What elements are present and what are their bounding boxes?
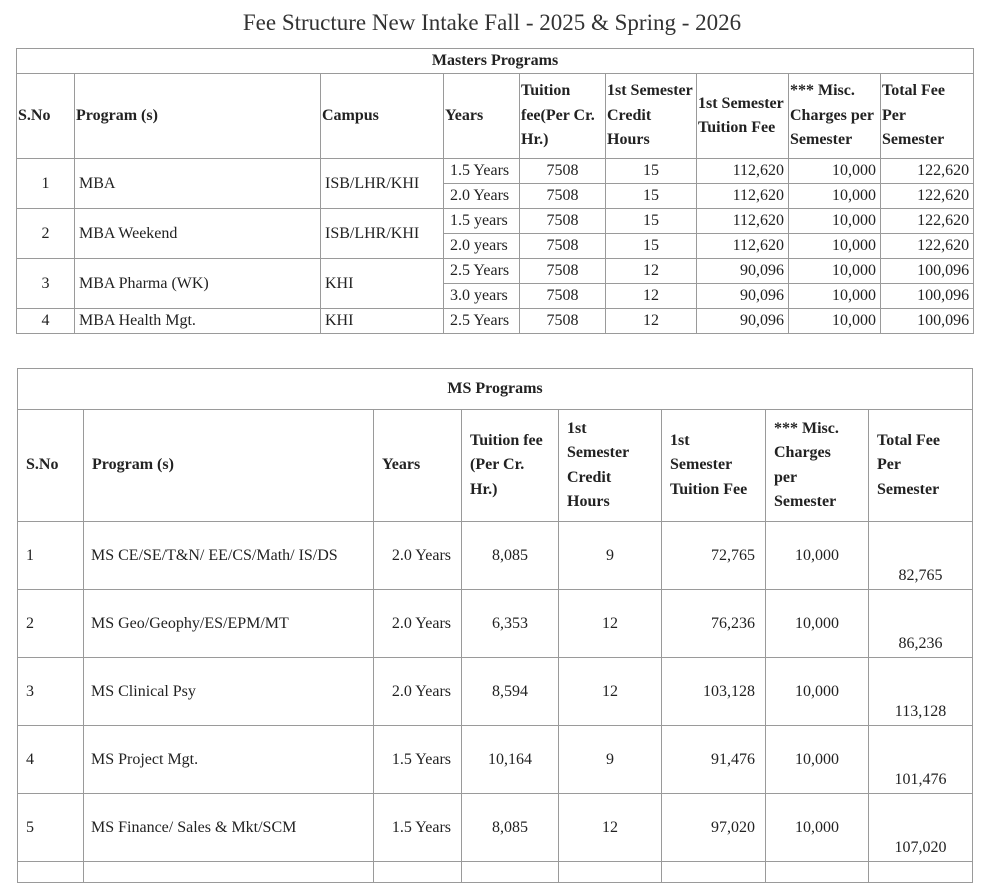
table-row — [18, 794, 973, 862]
header-tuition-line: Tuition — [521, 82, 571, 100]
cell-program: MBA — [75, 159, 321, 209]
cell-sno: 2 — [18, 590, 84, 658]
cell-credit: 12 — [606, 284, 697, 309]
cell-tuition: 7508 — [520, 234, 606, 259]
header-sno: S.No — [17, 74, 75, 159]
masters-caption-row — [17, 49, 974, 74]
cell-sem-fee: 72,765 — [662, 522, 766, 590]
cell-total: 122,620 — [881, 184, 974, 209]
table-row — [17, 159, 974, 184]
header-program: Program (s) — [75, 74, 321, 159]
header-campus: Campus — [321, 74, 444, 159]
cell-empty — [662, 862, 766, 883]
cell-credit: 12 — [559, 794, 662, 862]
cell-total: 100,096 — [881, 284, 974, 309]
header-years: Years — [374, 410, 462, 522]
cell-empty — [559, 862, 662, 883]
ms-caption: MS Programs — [18, 369, 973, 410]
ms-header-row — [18, 410, 973, 522]
cell-campus: KHI — [321, 309, 444, 334]
header-total-line: Per — [882, 106, 906, 124]
header-sem-fee-line: 1st — [670, 431, 690, 449]
masters-header-row — [17, 74, 974, 159]
cell-years: 2.0 Years — [374, 658, 462, 726]
header-tuition-line: (Per Cr. — [470, 456, 525, 474]
cell-program: MS Geo/Geophy/ES/EPM/MT — [84, 590, 374, 658]
cell-credit: 12 — [606, 259, 697, 284]
header-tuition-line: Hr.) — [470, 480, 498, 498]
cell-total: 122,620 — [881, 159, 974, 184]
cell-sem-fee: 76,236 — [662, 590, 766, 658]
header-credit — [559, 410, 662, 522]
cell-years: 2.5 Years — [444, 259, 520, 284]
cell-tuition: 8,594 — [462, 658, 559, 726]
cell-credit: 15 — [606, 159, 697, 184]
cell-sem-fee: 90,096 — [697, 259, 789, 284]
header-sem-fee-line: 1st Semester — [698, 94, 784, 112]
masters-caption: Masters Programs — [17, 49, 974, 74]
cell-credit: 12 — [559, 590, 662, 658]
cell-empty — [869, 862, 973, 883]
cell-campus: KHI — [321, 259, 444, 309]
cell-sem-fee: 91,476 — [662, 726, 766, 794]
page-title: Fee Structure New Intake Fall - 2025 & Spring - 2026 — [242, 10, 742, 35]
cell-misc: 10,000 — [766, 794, 869, 862]
cell-years: 1.5 Years — [444, 159, 520, 184]
ms-programs-table — [17, 368, 973, 883]
ms-caption-row — [18, 369, 973, 410]
cell-tuition: 7508 — [520, 284, 606, 309]
cell-program: MBA Health Mgt. — [75, 309, 321, 334]
header-misc-line: per — [774, 468, 798, 486]
table-row — [18, 522, 973, 590]
header-sem-fee-line: Semester — [670, 456, 733, 474]
cell-years: 2.0 Years — [374, 522, 462, 590]
cell-years: 1.5 years — [444, 209, 520, 234]
header-sno: S.No — [18, 410, 84, 522]
cell-total: 82,765 — [869, 522, 973, 590]
header-credit-line: Semester — [567, 444, 630, 461]
cell-empty — [18, 862, 84, 883]
header-total-line: Semester — [882, 131, 945, 149]
cell-tuition: 6,353 — [462, 590, 559, 658]
cell-tuition: 7508 — [520, 259, 606, 284]
cell-misc: 10,000 — [789, 309, 881, 334]
header-tuition — [520, 74, 606, 159]
cell-misc: 10,000 — [789, 259, 881, 284]
cell-tuition: 8,085 — [462, 794, 559, 862]
table-row-partial — [18, 862, 973, 883]
cell-sno: 3 — [18, 658, 84, 726]
header-total-line: Per — [877, 456, 901, 474]
cell-misc: 10,000 — [766, 590, 869, 658]
cell-sem-fee: 97,020 — [662, 794, 766, 862]
cell-empty — [84, 862, 374, 883]
header-total-line: Total Fee — [877, 431, 940, 449]
cell-total: 122,620 — [881, 209, 974, 234]
cell-tuition: 7508 — [520, 159, 606, 184]
header-years: Years — [444, 74, 520, 159]
header-sem-fee — [697, 74, 789, 159]
cell-program: MS CE/SE/T&N/ EE/CS/Math/ IS/DS — [84, 522, 374, 590]
header-misc-line: Charges — [774, 444, 831, 461]
header-credit-line: Credit — [607, 106, 652, 124]
header-misc — [766, 410, 869, 522]
cell-years: 3.0 years — [444, 284, 520, 309]
table-row — [18, 726, 973, 794]
table-row — [17, 259, 974, 284]
cell-program: MS Finance/ Sales & Mkt/SCM — [84, 794, 374, 862]
cell-credit: 15 — [606, 184, 697, 209]
header-sem-fee-line: Tuition Fee — [670, 480, 748, 498]
cell-credit: 12 — [606, 309, 697, 334]
cell-program: MBA Weekend — [75, 209, 321, 259]
cell-sem-fee: 112,620 — [697, 184, 789, 209]
cell-misc: 10,000 — [789, 284, 881, 309]
cell-tuition: 8,085 — [462, 522, 559, 590]
cell-sem-fee: 90,096 — [697, 309, 789, 334]
cell-total: 101,476 — [869, 726, 973, 794]
cell-campus: ISB/LHR/KHI — [321, 209, 444, 259]
header-misc-line: *** Misc. — [774, 419, 839, 437]
cell-sno: 1 — [17, 159, 75, 209]
cell-empty — [766, 862, 869, 883]
cell-misc: 10,000 — [766, 658, 869, 726]
cell-sno: 1 — [18, 522, 84, 590]
header-tuition-line: fee(Per Cr. — [521, 106, 595, 124]
header-credit-line: Hours — [567, 493, 610, 510]
header-tuition-line: Hr.) — [521, 131, 549, 149]
header-credit-line: Credit — [567, 468, 612, 486]
header-misc-line: *** Misc. — [790, 82, 855, 100]
cell-credit: 15 — [606, 234, 697, 259]
cell-tuition: 7508 — [520, 184, 606, 209]
header-total-line: Total Fee — [882, 82, 945, 100]
table-row — [18, 658, 973, 726]
table-row — [17, 209, 974, 234]
cell-years: 2.5 Years — [444, 309, 520, 334]
cell-sno: 3 — [17, 259, 75, 309]
table-row — [17, 309, 974, 334]
cell-total: 107,020 — [869, 794, 973, 862]
cell-tuition: 7508 — [520, 209, 606, 234]
header-total — [881, 74, 974, 159]
header-misc — [789, 74, 881, 159]
cell-empty — [462, 862, 559, 883]
cell-tuition: 7508 — [520, 309, 606, 334]
cell-total: 100,096 — [881, 259, 974, 284]
cell-misc: 10,000 — [789, 184, 881, 209]
cell-years: 1.5 Years — [374, 794, 462, 862]
header-credit-line: Hours — [607, 131, 650, 149]
cell-years: 2.0 years — [444, 234, 520, 259]
cell-program: MS Clinical Psy — [84, 658, 374, 726]
cell-sem-fee: 112,620 — [697, 234, 789, 259]
cell-sem-fee: 103,128 — [662, 658, 766, 726]
header-tuition-line: Tuition fee — [470, 431, 543, 449]
header-total-line: Semester — [877, 480, 940, 498]
cell-credit: 9 — [559, 726, 662, 794]
cell-sno: 2 — [17, 209, 75, 259]
cell-sem-fee: 112,620 — [697, 159, 789, 184]
header-total — [869, 410, 973, 522]
cell-total: 122,620 — [881, 234, 974, 259]
cell-total: 86,236 — [869, 590, 973, 658]
header-credit — [606, 74, 697, 159]
masters-programs-table — [16, 48, 974, 334]
cell-misc: 10,000 — [766, 726, 869, 794]
header-tuition — [462, 410, 559, 522]
cell-sem-fee: 90,096 — [697, 284, 789, 309]
cell-campus: ISB/LHR/KHI — [321, 159, 444, 209]
cell-years: 1.5 Years — [374, 726, 462, 794]
cell-sno: 4 — [18, 726, 84, 794]
header-program: Program (s) — [84, 410, 374, 522]
cell-program: MBA Pharma (WK) — [75, 259, 321, 309]
table-row — [18, 590, 973, 658]
header-credit-line: 1st — [567, 419, 587, 437]
cell-sno: 4 — [17, 309, 75, 334]
cell-misc: 10,000 — [789, 209, 881, 234]
cell-total: 100,096 — [881, 309, 974, 334]
cell-total: 113,128 — [869, 658, 973, 726]
header-misc-line: Semester — [790, 131, 853, 149]
cell-sno: 5 — [18, 794, 84, 862]
cell-misc: 10,000 — [789, 159, 881, 184]
cell-credit: 15 — [606, 209, 697, 234]
cell-credit: 9 — [559, 522, 662, 590]
cell-years: 2.0 Years — [374, 590, 462, 658]
header-misc-line: Charges per — [790, 106, 874, 124]
cell-sem-fee: 112,620 — [697, 209, 789, 234]
header-sem-fee-line: Tuition Fee — [698, 119, 776, 136]
header-credit-line: 1st Semester — [607, 82, 693, 100]
cell-empty — [374, 862, 462, 883]
cell-program: MS Project Mgt. — [84, 726, 374, 794]
header-sem-fee — [662, 410, 766, 522]
header-misc-line: Semester — [774, 493, 837, 510]
cell-credit: 12 — [559, 658, 662, 726]
cell-tuition: 10,164 — [462, 726, 559, 794]
cell-years: 2.0 Years — [444, 184, 520, 209]
cell-misc: 10,000 — [789, 234, 881, 259]
cell-misc: 10,000 — [766, 522, 869, 590]
